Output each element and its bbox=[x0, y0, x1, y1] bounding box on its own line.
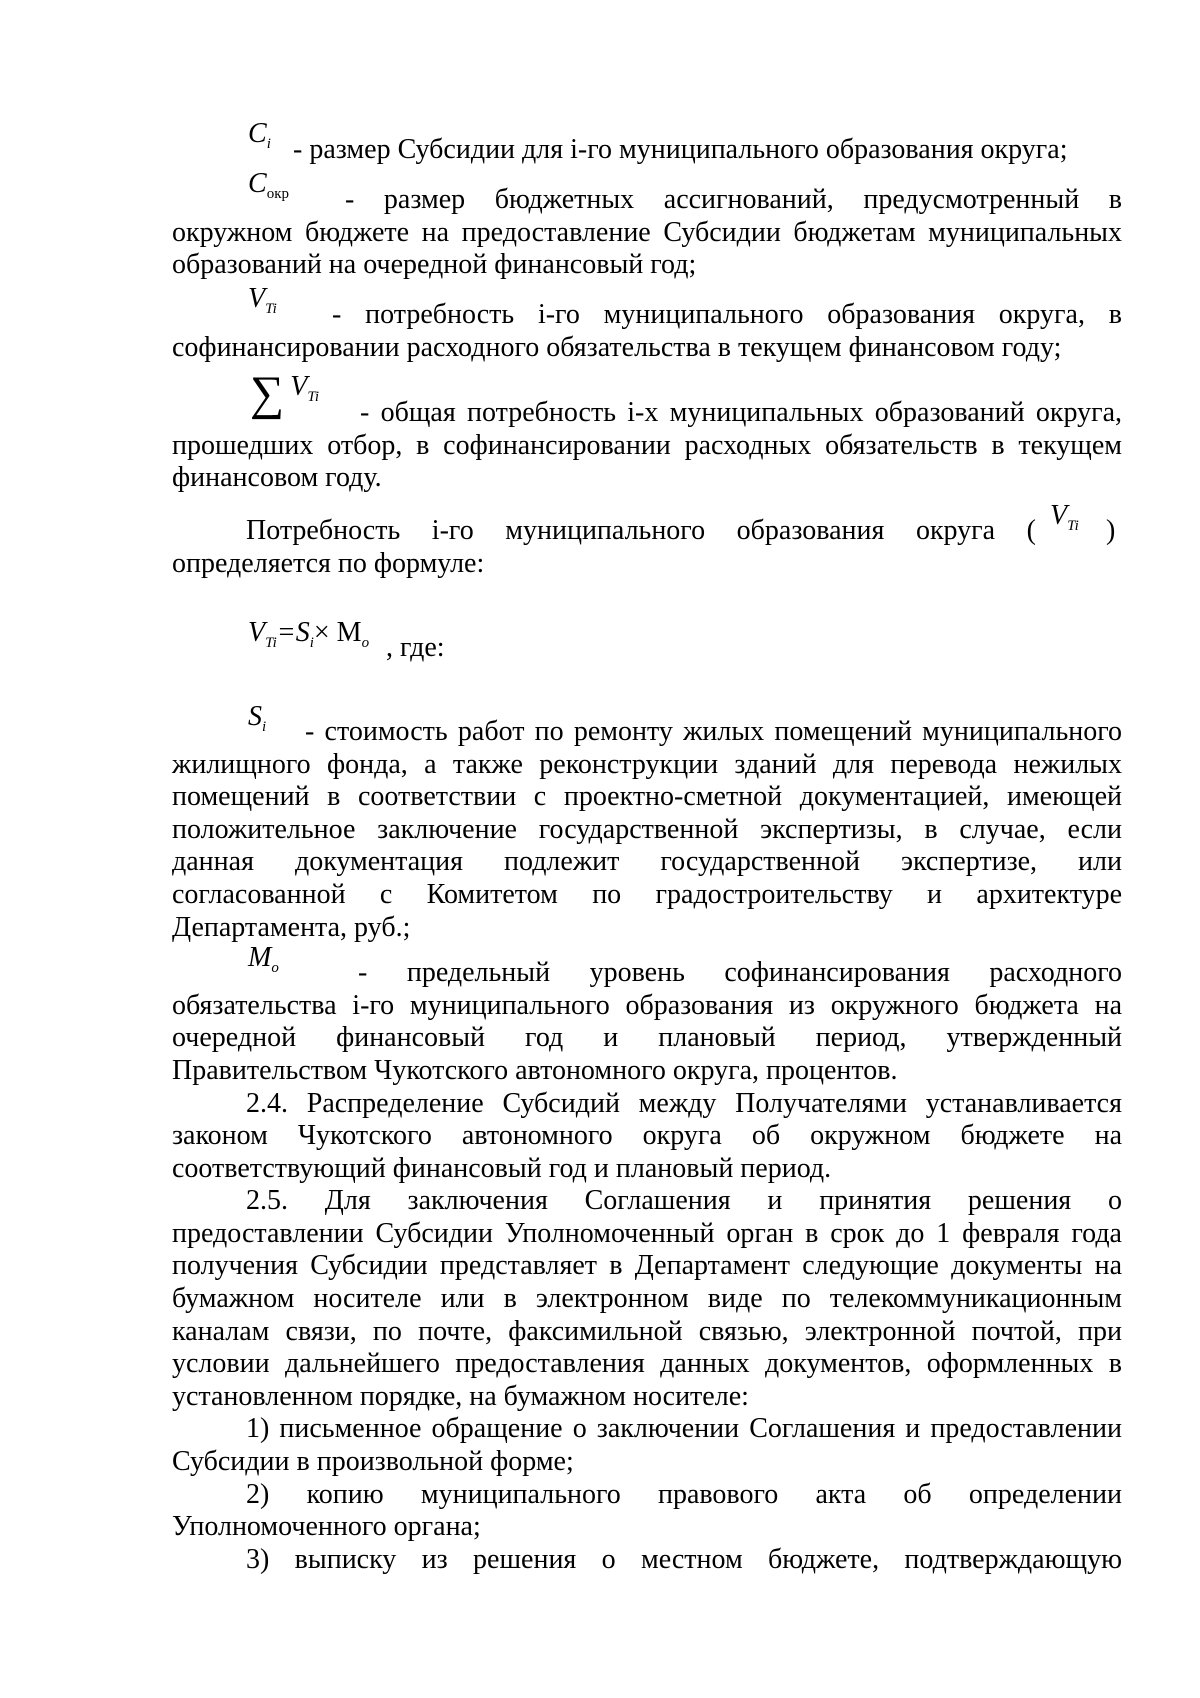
text-line: условии дальнейшего предоставления данных документов, оформленных в bbox=[172, 1348, 1122, 1380]
def-sum-cont bbox=[172, 430, 1122, 495]
text-line: ) bbox=[1106, 515, 1116, 546]
text-line: Правительством Чукотского автономного округа, процентов. bbox=[172, 1054, 898, 1086]
text-line: - предельный уровень софинансирования расходного bbox=[358, 957, 1122, 988]
symbol-cokr: $C_{окр}$ bbox=[248, 168, 289, 202]
symbol-mo: $M_o$ bbox=[248, 942, 279, 976]
text-line: бумажном носителе или в электронном виде по телекоммуникационным bbox=[172, 1283, 1122, 1315]
need-paragraph-close bbox=[1106, 515, 1126, 548]
text-line: , где: bbox=[386, 632, 445, 663]
text-line: образований на очередной финансовый год; bbox=[172, 249, 697, 281]
text-line: Потребность i-го муниципального образования округа ( bbox=[246, 515, 1036, 546]
text-line: положительное заключение государственной экспертизы, в случае, если bbox=[172, 813, 1122, 845]
text-line: 2.4. Распределение Субсидий между Получателями устанавливается bbox=[246, 1087, 1122, 1119]
text-line: законом Чукотского автономного округа об окружном бюджете на bbox=[172, 1120, 1122, 1152]
def-sum bbox=[360, 397, 1122, 430]
def-cokr-cont bbox=[172, 217, 1122, 282]
formula: $V_{Ti}=S_i\times M_o$ bbox=[248, 617, 370, 651]
text-line: 2) копию муниципального правового акта об определении bbox=[246, 1478, 1122, 1510]
def-vti-cont bbox=[172, 332, 1122, 365]
def-cokr bbox=[345, 184, 1122, 217]
text-line: предоставлении Субсидии Уполномоченный орган в срок до 1 февраля года bbox=[172, 1217, 1122, 1249]
symbol-ci: $C_i$ bbox=[248, 118, 271, 152]
text-line: 2.5. Для заключения Соглашения и принятия решения о bbox=[246, 1185, 1122, 1217]
formula-where bbox=[386, 632, 506, 665]
text-line: - общая потребность i-х муниципальных образований округа, bbox=[360, 397, 1122, 428]
text-line: 3) выписку из решения о местном бюджете, подтверждающую bbox=[246, 1543, 1122, 1575]
symbol-si: $S_i$ bbox=[248, 701, 267, 735]
need-paragraph-cont bbox=[172, 548, 1122, 581]
text-line: определяется по формуле: bbox=[172, 547, 485, 579]
def-mo-cont bbox=[172, 990, 1122, 1088]
def-mo bbox=[358, 957, 1122, 990]
symbol-vti: $V_{Ti}$ bbox=[248, 283, 277, 317]
text-line: очередной финансовый год и плановый период, утвержденный bbox=[172, 1022, 1122, 1054]
text-line: 1) письменное обращение о заключении Соглашения и предоставлении bbox=[246, 1413, 1122, 1445]
def-si bbox=[305, 716, 1122, 749]
def-ci bbox=[293, 134, 1123, 167]
text-line: прошедших отбор, в софинансировании расходных обязательств в текущем bbox=[172, 429, 1122, 461]
text-line: финансовом году. bbox=[172, 462, 382, 494]
text-line: окружном бюджете на предоставление Субсидии бюджетам муниципальных bbox=[172, 216, 1122, 248]
text-line: софинансировании расходного обязательства в текущем финансовом году; bbox=[172, 331, 1062, 363]
text-line: помещений в соответствии с проектно-сметной документацией, имеющей bbox=[172, 781, 1122, 813]
text-line: каналам связи, по почте, факсимильной связью, электронной почтой, при bbox=[172, 1315, 1122, 1347]
text-line: данная документация подлежит государственной экспертизе, или bbox=[172, 846, 1122, 878]
text-line: обязательства i-го муниципального образования из окружного бюджета на bbox=[172, 989, 1122, 1021]
text-line: жилищного фонда, а также реконструкции зданий для перевода нежилых bbox=[172, 748, 1122, 780]
text-line: соответствующий финансовый год и плановый период. bbox=[172, 1152, 832, 1184]
def-vti bbox=[332, 299, 1122, 332]
text-line: Уполномоченного органа; bbox=[172, 1511, 481, 1543]
need-paragraph bbox=[246, 515, 1036, 548]
text-line: - потребность i-го муниципального образования округа, в bbox=[332, 299, 1122, 330]
def-si-cont bbox=[172, 749, 1122, 945]
text-line: Департамента, руб.; bbox=[172, 911, 411, 943]
text-line: Субсидии в произвольной форме; bbox=[172, 1446, 574, 1478]
text-line: получения Субсидии представляет в Департамент следующие документы на bbox=[172, 1250, 1122, 1282]
section-2-4-2-5 bbox=[172, 1088, 1122, 1577]
text-line: - стоимость работ по ремонту жилых помещений муниципального bbox=[305, 716, 1122, 747]
text-line: - размер бюджетных ассигнований, предусмотренный в bbox=[345, 184, 1122, 215]
text-line: - размер Субсидии для i-го муниципального образования округа; bbox=[293, 134, 1068, 165]
text-line: установленном порядке, на бумажном носителе: bbox=[172, 1380, 749, 1412]
text-line: согласованной с Комитетом по градостроительству и архитектуре bbox=[172, 878, 1122, 910]
symbol-sum-vti: ∑ $V_{Ti}$ bbox=[250, 367, 320, 420]
symbol-vti-inline: $V_{Ti}$ bbox=[1050, 500, 1079, 534]
